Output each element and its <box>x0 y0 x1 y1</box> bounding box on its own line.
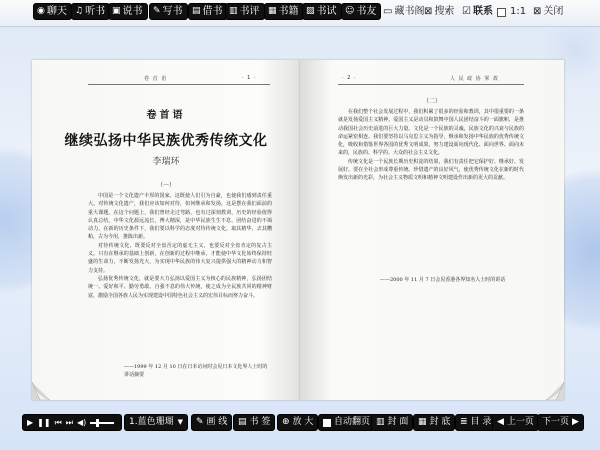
contact-icon: ☑ <box>462 6 471 17</box>
bookmark-button[interactable]: ▤ 书 签 <box>233 414 275 431</box>
running-head: 人 民 政 协 掌 故 <box>450 76 499 82</box>
page-curl-icon[interactable] <box>546 382 564 400</box>
bookshelf-icon: ▦ <box>268 6 277 16</box>
volume-icon[interactable]: ◀) <box>76 418 87 427</box>
body-text <box>88 192 272 356</box>
page-title: 继续弘扬中华民族优秀传统文化 <box>64 133 268 149</box>
cover-back-icon: ▦ <box>418 417 427 427</box>
music-select[interactable]: 1.蓝色珊瑚 ▼ <box>124 414 188 431</box>
body-text <box>338 108 524 268</box>
bookmark-icon: ▤ <box>238 417 247 427</box>
paragraph: 弘扬优秀传统文化，就是要大力弘扬以爱国主义为核心的民族精神，弘扬团结统一、爱好和平、勤劳勇敢、自强不息的伟大传统，使之成为全民族共同的精神财富，激励全国各族人民为实现建设中国特色社会主义的宏伟目标而努力奋斗。 <box>88 275 272 299</box>
zoom-button[interactable]: ⊕ 放 大 <box>277 414 318 431</box>
page-number: · 1 · <box>242 75 257 81</box>
listen-button[interactable]: ♫ 听书 <box>71 3 110 20</box>
play-icon[interactable]: ▶ <box>27 418 34 427</box>
bottom-toolbar <box>0 411 600 433</box>
collection-icon: ▭ <box>383 6 393 17</box>
autoflip-checkbox-icon <box>323 419 331 427</box>
close-button[interactable]: ⊠ 关闭 <box>533 4 563 20</box>
section-number: （二） <box>422 98 441 105</box>
next-page-button[interactable]: 下一页 ▶ <box>537 414 584 431</box>
checkbox-icon <box>497 8 506 17</box>
toc-icon: ≣ <box>460 417 468 427</box>
speech-icon: ▣ <box>112 6 121 16</box>
search-icon: ⊠ <box>424 6 433 17</box>
book-icon: ▤ <box>192 6 201 16</box>
brush-icon: ✎ <box>196 417 204 427</box>
volume-knob[interactable] <box>96 419 99 427</box>
friends-icon: ☺ <box>345 6 355 16</box>
arrow-left-icon: ◀ <box>497 417 504 427</box>
header-rule <box>338 84 524 85</box>
chat-icon: ◉ <box>37 6 45 16</box>
pause-icon[interactable]: ❚❚ <box>37 418 51 427</box>
section-label: 卷首语 <box>146 110 186 121</box>
chevron-down-icon: ▼ <box>177 418 183 426</box>
borrow-button[interactable]: ▤ 借书 <box>188 3 228 20</box>
back-cover-button[interactable]: ▦ 封 底 <box>413 414 455 431</box>
previous-track-icon[interactable]: ⏮ <box>54 418 62 427</box>
write-button[interactable]: ✎ 写书 <box>149 3 188 20</box>
chat-button[interactable]: ◉ 聊天 <box>33 3 72 20</box>
paragraph: 传统文化是一个民族长期历史积淀的结果，我们有责任把它保护好、继承好、发展好。要在全社会形成尊重传统、珍惜遗产的良好风气，使优秀传统文化在新的时代焕发出新的光彩，为社会主义物质文明和精神文明建设作出新的更大的贡献。 <box>338 158 524 182</box>
open-book <box>32 60 564 400</box>
collect-button[interactable]: ▭ 藏书阁 <box>383 4 424 20</box>
closing-note: ——1999 年 12 月 10 日在日本访问时会见日本文化界人士时的讲话摘要 <box>124 364 268 379</box>
brush-button[interactable]: ✎ 画 线 <box>191 414 232 431</box>
review-icon: ▥ <box>229 6 238 16</box>
audio-player <box>22 414 122 431</box>
header-rule <box>88 84 270 85</box>
top-toolbar <box>0 0 600 27</box>
volume-slider[interactable] <box>90 422 114 424</box>
autoflip-button[interactable]: 自动翻页 <box>318 414 375 431</box>
exam-button[interactable]: ▧ 书试 <box>302 3 342 20</box>
section-number: （一） <box>156 182 175 189</box>
exam-icon: ▧ <box>306 6 315 16</box>
cover-icon: ▥ <box>376 417 385 427</box>
left-page[interactable] <box>32 60 300 400</box>
magnifier-icon: ⊕ <box>282 417 290 427</box>
review-button[interactable]: ▥ 书评 <box>225 3 265 20</box>
running-head: 卷 首 语 <box>144 76 168 82</box>
front-cover-button[interactable]: ▥ 封 面 <box>371 414 413 431</box>
reserve-button[interactable]: ▦ 书籍 <box>264 3 304 20</box>
next-track-icon[interactable]: ⏭ <box>65 418 73 427</box>
arrow-right-icon: ▶ <box>572 417 579 427</box>
closing-note: ——2000 年 11 月 7 日会见香港各界知名人士时的讲话 <box>380 277 506 283</box>
close-icon: ⊠ <box>533 6 542 17</box>
page-number: · 2 · <box>342 75 357 81</box>
prev-page-button[interactable]: ◀ 上一页 <box>492 414 539 431</box>
right-page[interactable] <box>300 60 564 400</box>
paragraph: 在我们整个社会发展过程中，我们积累了很多的经验和教训，其中很重要的一条就是发扬爱国主义精神。爱国主义是动员和鼓舞中国人民团结奋斗的一面旗帜，是推动我国社会历史前进的巨大力量。文化是一个民族的灵魂，民族文化的兴衰与民族的命运紧密相连。我们要坚持以马克思主义为指导，继承和发扬中华民族的优秀传统文化，吸收和借鉴世界各国的优秀文明成果，努力建设面向现代化、面向世界、面向未来的，民族的、科学的、大众的社会主义文化。 <box>338 109 524 157</box>
talk-button[interactable]: ▣ 说书 <box>108 3 148 20</box>
pen-icon: ✎ <box>153 6 161 16</box>
contact-button[interactable]: ☑ 联系 <box>462 4 493 20</box>
paragraph: 中国是一个文化遗产丰厚的国家，这既使人们引为自豪，也使我们感到责任重大。对传统文化遗产，我们应该如何对待，如何继承和发扬，这是摆在我们面前的重大课题。在这个问题上，我们曾经走过弯路，也有过深刻教训，历史的经验值得认真总结。中华文化源远流长，博大精深，是中华民族生生不息、团结奋进的不竭动力。在新的历史条件下，我们要以科学的态度对待传统文化，取其精华，去其糟粕，古为今用，推陈出新。 <box>88 193 272 241</box>
toc-button[interactable]: ≣ 目 录 <box>455 414 496 431</box>
headphones-icon: ♫ <box>75 6 84 16</box>
friends-button[interactable]: ☺ 书友 <box>341 3 381 20</box>
author-name: 李瑞环 <box>152 157 180 167</box>
page-curl-icon[interactable] <box>32 382 50 400</box>
paragraph: 对待传统文化，既要反对全盘否定的虚无主义，也要反对全盘肯定的复古主义。只有在继承的基础上创新，在创新的过程中继承，才能使中华文化始终保持旺盛的生命力，不断发扬光大，为实现中华民族的伟大复兴提供强大的精神动力和智力支持。 <box>88 242 272 274</box>
search-button[interactable]: ⊠ 搜索 <box>424 4 454 20</box>
zoom-toggle[interactable]: 1:1 <box>497 4 526 20</box>
